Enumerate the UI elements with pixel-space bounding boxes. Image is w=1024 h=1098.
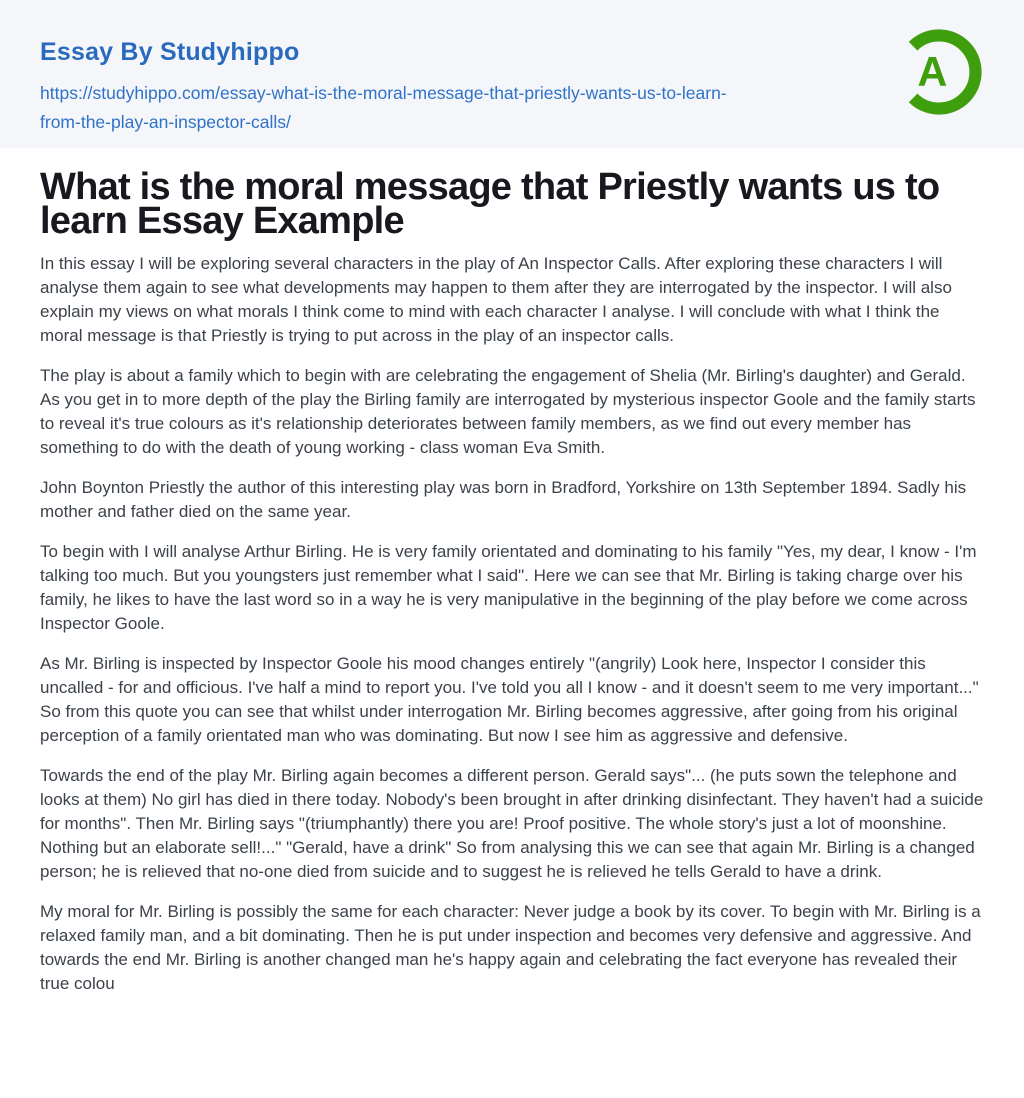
header-text-block [40,0,727,137]
essay-paragraph: John Boynton Priestly the author of this interesting play was born in Bradford, Yorkshire on 13th September 1894. Sadly his mother and father died on the same year. [40,478,967,521]
essay-paragraph: To begin with I will analyse Arthur Birling. He is very family orientated and dominating to his family "Yes, my dear, I know - I'm talking too much. But you youngsters just remember what I said". Here we can see that Mr. Birling is taking charge over his family, he likes to have the last word so in a way he is very manipulative in the beginning of the play before we come across Inspector Goole. [40,542,977,633]
essay-url-link[interactable] [40,79,727,137]
essay-paragraph: My moral for Mr. Birling is possibly the same for each character: Never judge a book by its cover. To begin with Mr. Birling is a relaxed family man, and a bit dominating. Then he is put under inspection and becomes very defensive and aggressive. And towards the end Mr. Birling is another changed man he's happy again and celebrating the fact everyone has revealed their true colou [40,902,981,993]
essay-paragraph: The play is about a family which to begin with are celebrating the engagement of Shelia (Mr. Birling's daughter) and Gerald. As you get in to more depth of the play the Birling family are interrogated by mysterious inspector Goole and the family starts to reveal it's true colours as it's relationship deteriorates between family members, as we find out every member has something to do with the death of young working - class woman Eva Smith. [40,366,976,457]
studyhippo-logo-icon [894,27,984,117]
essay-body [40,252,984,996]
essay-content [0,148,1024,996]
page-header [0,0,1024,148]
essay-paragraph: As Mr. Birling is inspected by Inspector Goole his mood changes entirely "(angrily) Look here, Inspector I consider this uncalled - for and officious. I've half a mind to report you. I've told you all I know - and it doesn't seem to me very important..." So from this quote you can see that whilst under interrogation Mr. Birling becomes aggressive, after going from his original perception of a family orientated man who was dominating. But now I see him as aggressive and defensive. [40,654,979,745]
essay-title: What is the moral message that Priestly wants us to learn Essay Example [40,166,940,242]
logo-arc-icon [894,27,984,117]
site-title: Essay By Studyhippo [40,38,300,66]
essay-url-line-2: from-the-play-an-inspector-calls/ [40,112,291,132]
essay-url-line-1: https://studyhippo.com/essay-what-is-the-moral-message-that-priestly-wants-us-to-learn- [40,83,727,103]
logo-letter: A [917,49,948,96]
essay-paragraph: Towards the end of the play Mr. Birling again becomes a different person. Gerald says"... (he puts sown the telephone and looks at them) No girl has died in there today. Nobody's been brought in after drinking disinfectant. They haven't had a suicide for months". Then Mr. Birling says "(triumphantly) there you are! Proof positive. The whole story's just a lot of moonshine. Nothing but an elaborate sell!..." "Gerald, have a drink" So from analysing this we can see that again Mr. Birling is a changed person; he is relieved that no-one died from suicide and to suggest he is relieved he tells Gerald to have a drink. [40,766,984,881]
essay-paragraph: In this essay I will be exploring several characters in the play of An Inspector Calls. After exploring these characters I will analyse them again to see what developments may happen to them after they are interrogated by the inspector. I will also explain my views on what morals I think come to mind with each character I analyse. I will conclude with what I think the moral message is that Priestly is trying to put across in the play of an inspector calls. [40,254,952,345]
